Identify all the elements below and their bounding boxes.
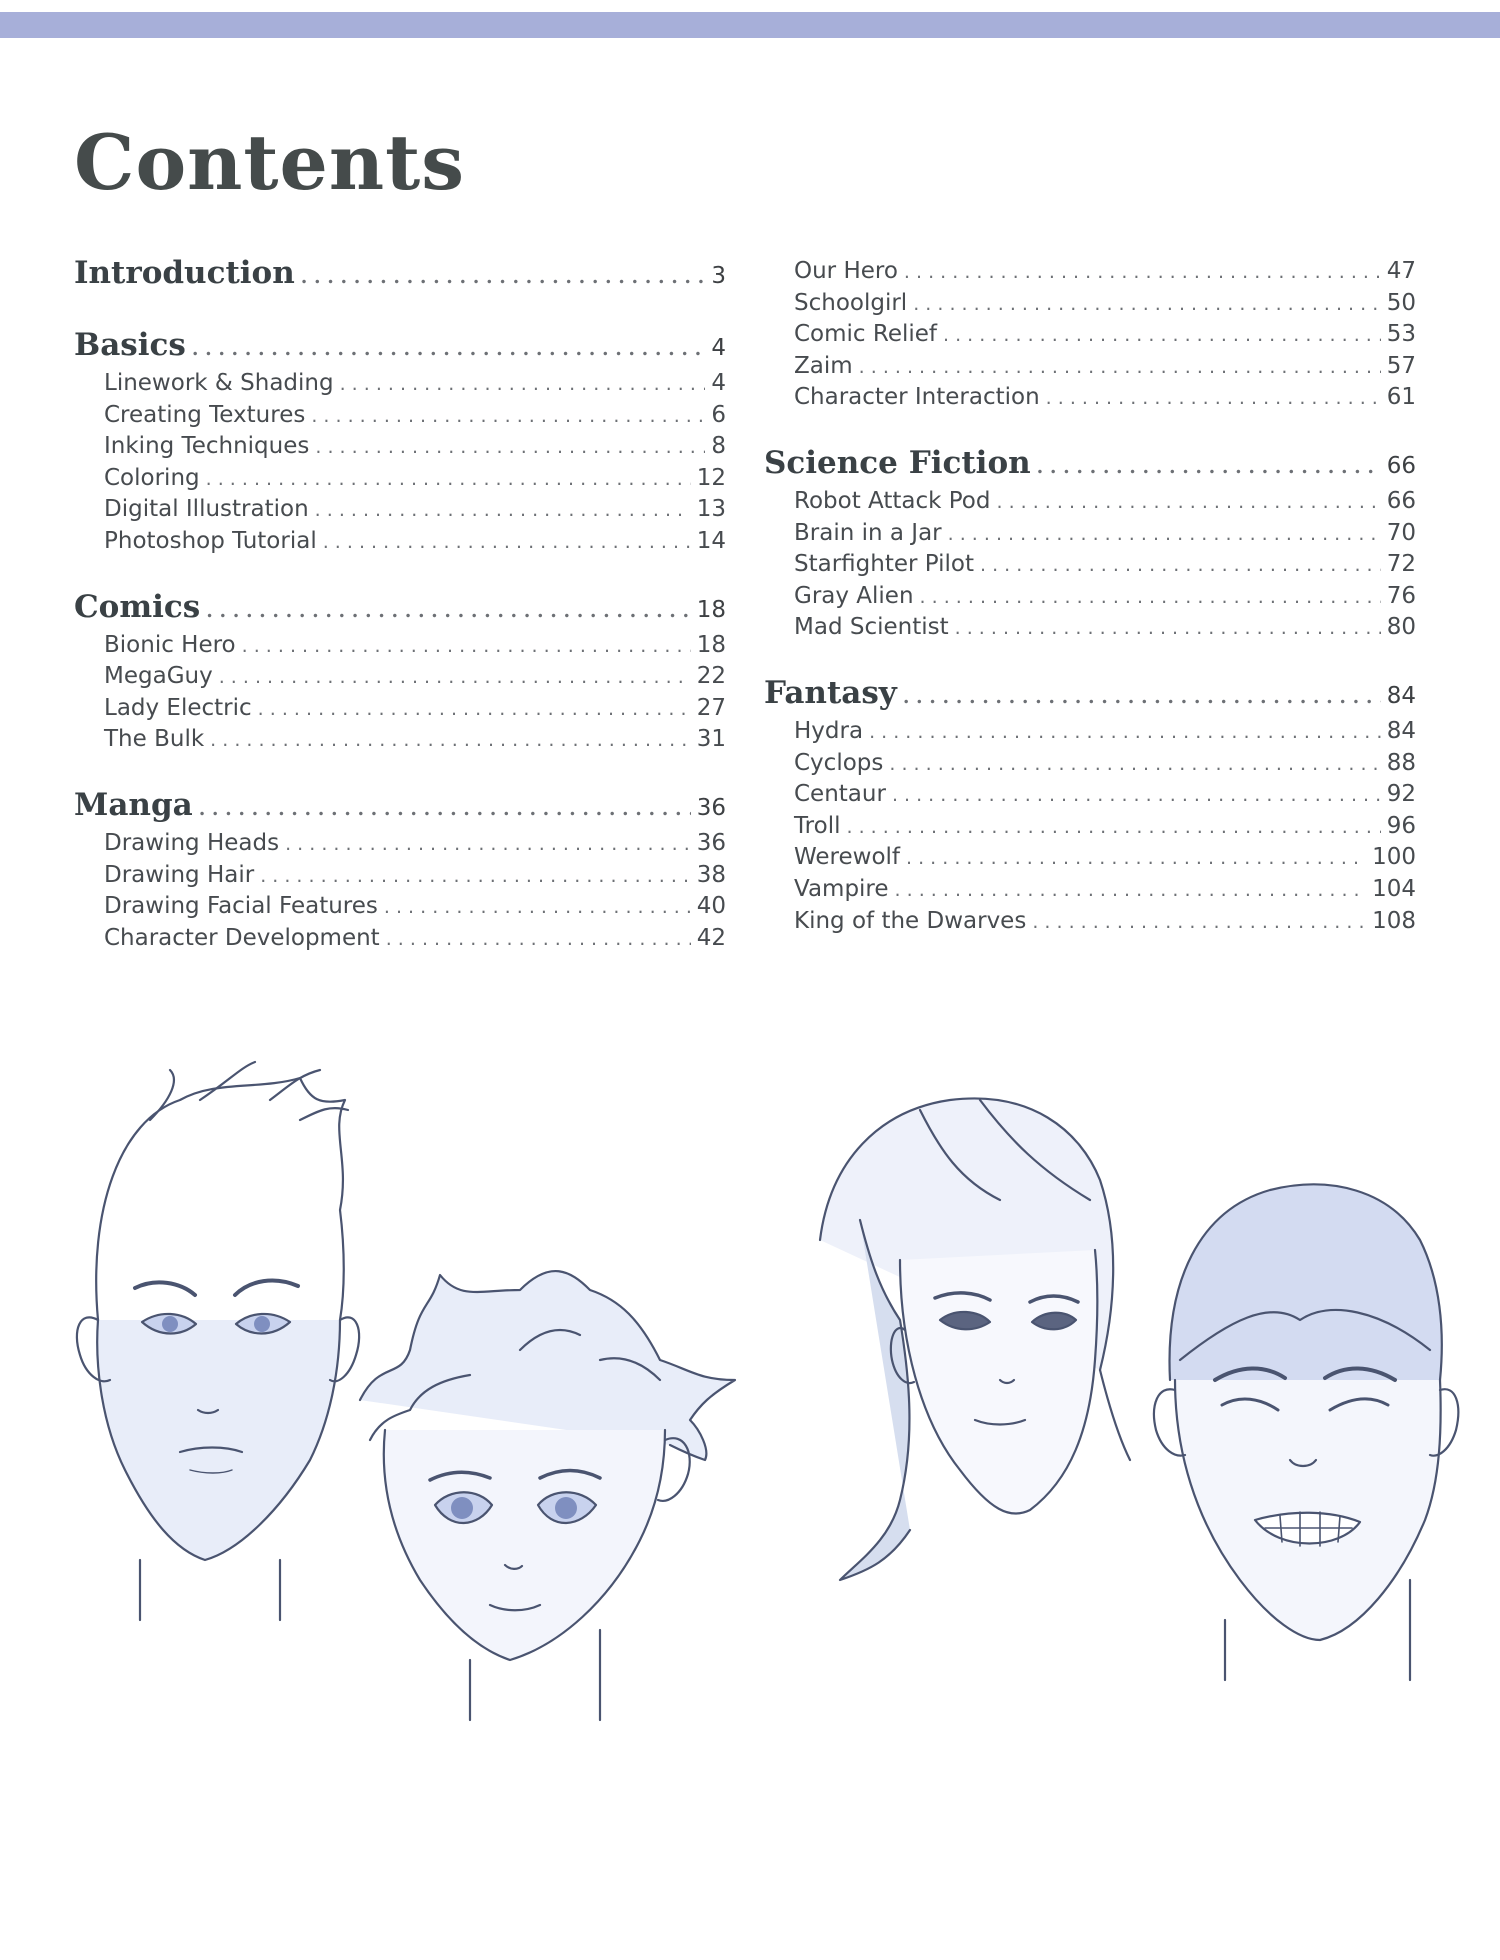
page-title: Contents <box>74 118 466 207</box>
toc-entry-label: Drawing Facial Features <box>104 893 378 920</box>
toc-entry[interactable] <box>74 661 726 693</box>
dot-leader <box>903 674 1381 720</box>
dot-leader <box>955 613 1381 645</box>
toc-section-science-fiction <box>764 440 1416 644</box>
toc-entry-label: Inking Techniques <box>104 433 310 460</box>
toc-page-number: 36 <box>696 794 726 821</box>
toc-heading-label: Science Fiction <box>764 444 1031 481</box>
toc-entry[interactable] <box>764 486 1416 518</box>
toc-page-number: 76 <box>1386 582 1416 609</box>
toc-section-manga-continued <box>764 256 1416 414</box>
toc-entry-label: Drawing Heads <box>104 829 280 856</box>
toc-page-number: 18 <box>696 596 726 623</box>
dot-leader <box>948 519 1381 551</box>
toc-entry-label: Brain in a Jar <box>794 519 942 546</box>
toc-entry-label: Character Interaction <box>794 384 1040 411</box>
toc-section-introduction <box>74 250 726 296</box>
toc-page-number: 4 <box>711 370 726 396</box>
dot-leader <box>859 352 1381 384</box>
stern-man-head <box>77 1062 359 1620</box>
toc-page-number: 47 <box>1386 258 1416 284</box>
toc-entry-label: Our Hero <box>794 258 898 284</box>
toc-page-number: 104 <box>1372 875 1416 902</box>
toc-heading-label: Fantasy <box>764 674 897 711</box>
toc-entry[interactable] <box>764 612 1416 644</box>
toc-page-number: 12 <box>696 464 726 491</box>
toc-entry-label: Troll <box>794 812 841 839</box>
toc-entry[interactable] <box>764 518 1416 550</box>
toc-page-number: 72 <box>1386 551 1416 578</box>
toc-entry-label: Gray Alien <box>794 582 914 609</box>
toc-section-manga <box>74 782 726 954</box>
dot-leader <box>943 320 1381 352</box>
dot-leader <box>913 289 1381 321</box>
dot-leader <box>219 662 691 694</box>
toc-heading[interactable] <box>74 782 726 828</box>
dot-leader <box>315 495 691 527</box>
toc-entry[interactable] <box>74 463 726 495</box>
toc-page-number: 38 <box>696 861 726 888</box>
dot-leader <box>895 875 1367 907</box>
toc-page-number: 80 <box>1386 614 1416 641</box>
toc-entry[interactable] <box>764 288 1416 320</box>
dot-leader <box>980 550 1381 582</box>
toc-entry[interactable] <box>764 351 1416 383</box>
spiky-boy-head <box>360 1271 735 1720</box>
dot-leader <box>301 254 706 300</box>
dot-leader <box>242 631 691 663</box>
toc-page-number: 84 <box>1386 682 1416 709</box>
toc-entry[interactable] <box>764 319 1416 351</box>
dot-leader <box>206 464 691 496</box>
toc-heading[interactable] <box>764 670 1416 716</box>
toc-entry-label: King of the Dwarves <box>794 907 1027 934</box>
toc-page-number: 100 <box>1372 844 1416 871</box>
toc-entry-label: Werewolf <box>794 844 901 871</box>
toc-entry-label: Character Development <box>104 924 380 951</box>
toc-page-number: 96 <box>1386 812 1416 839</box>
dot-leader <box>889 749 1380 781</box>
toc-page-number: 66 <box>1386 487 1416 514</box>
toc-entry[interactable] <box>74 431 726 463</box>
toc-entry-label: Zaim <box>794 352 853 379</box>
toc-entry-label: Schoolgirl <box>794 289 908 316</box>
toc-entry[interactable] <box>74 693 726 725</box>
dot-leader <box>904 257 1381 289</box>
toc-right-column <box>764 256 1416 963</box>
toc-heading-label: Comics <box>74 588 201 625</box>
dot-leader <box>315 432 705 464</box>
laughing-man-head <box>1154 1184 1458 1680</box>
dot-leader <box>1032 907 1366 939</box>
toc-entry[interactable] <box>74 860 726 892</box>
toc-page-number: 57 <box>1386 352 1416 379</box>
toc-page-number: 88 <box>1386 749 1416 776</box>
toc-entry[interactable] <box>764 811 1416 843</box>
dot-leader <box>906 843 1366 875</box>
toc-page-number: 18 <box>696 631 726 658</box>
toc-page-number: 36 <box>696 829 726 856</box>
toc-page-number: 3 <box>711 263 726 289</box>
toc-heading-label: Manga <box>74 786 193 823</box>
toc-entry-label: Robot Attack Pod <box>794 487 991 514</box>
toc-page-number: 13 <box>696 496 726 523</box>
toc-entry-label: Vampire <box>794 875 889 902</box>
toc-entry-label: Hydra <box>794 717 864 744</box>
dot-leader <box>386 924 691 956</box>
dot-leader <box>260 861 691 893</box>
dot-leader <box>199 786 691 832</box>
toc-section-basics <box>74 322 726 558</box>
toc-entry-label: Linework & Shading <box>104 370 334 396</box>
dot-leader <box>846 812 1380 844</box>
toc-entry-label: Centaur <box>794 781 886 808</box>
dot-leader <box>323 527 691 559</box>
toc-section-comics <box>74 584 726 756</box>
toc-heading-label: Basics <box>74 327 186 363</box>
dot-leader <box>1037 444 1381 490</box>
toc-page-number: 8 <box>711 433 726 460</box>
toc-entry[interactable] <box>764 256 1416 288</box>
dot-leader <box>192 326 706 372</box>
toc-section-fantasy <box>764 670 1416 937</box>
dot-leader <box>340 369 706 401</box>
toc-entry[interactable] <box>764 906 1416 938</box>
toc-entry-label: Cyclops <box>794 749 884 776</box>
toc-entry[interactable] <box>764 779 1416 811</box>
toc-entry-label: Comic Relief <box>794 321 938 348</box>
toc-heading[interactable] <box>74 322 726 368</box>
toc-page-number: 27 <box>696 694 726 721</box>
toc-entry[interactable] <box>74 891 726 923</box>
toc-entry[interactable] <box>74 923 726 955</box>
toc-entry[interactable] <box>74 828 726 860</box>
toc-entry[interactable] <box>764 382 1416 414</box>
toc-entry[interactable] <box>764 842 1416 874</box>
toc-heading[interactable] <box>764 440 1416 486</box>
dot-leader <box>892 780 1381 812</box>
toc-page-number: 50 <box>1386 289 1416 316</box>
toc-heading-label: Introduction <box>74 255 295 291</box>
toc-entry-label: Coloring <box>104 464 200 491</box>
toc-page-number: 84 <box>1386 717 1416 744</box>
top-color-band <box>0 12 1500 38</box>
toc-entry-label: Digital Illustration <box>104 496 309 523</box>
toc-page-number: 53 <box>1386 321 1416 348</box>
toc-entry[interactable] <box>764 874 1416 906</box>
toc-entry[interactable] <box>74 368 726 400</box>
toc-heading[interactable] <box>74 584 726 630</box>
dot-leader <box>384 892 691 924</box>
toc-entry[interactable] <box>764 581 1416 613</box>
toc-page-number: 14 <box>696 527 726 554</box>
toc-entry-label: The Bulk <box>104 726 205 753</box>
dot-leader <box>996 487 1380 519</box>
toc-entry[interactable] <box>764 748 1416 780</box>
toc-page-number: 66 <box>1386 452 1416 479</box>
dot-leader <box>1046 383 1381 415</box>
toc-page-number: 92 <box>1386 781 1416 808</box>
toc-entry[interactable] <box>74 526 726 558</box>
toc-entry[interactable] <box>764 549 1416 581</box>
toc-entry[interactable] <box>764 716 1416 748</box>
toc-entry-label: Mad Scientist <box>794 614 949 641</box>
ponytail-girl-head <box>820 1098 1130 1580</box>
dot-leader <box>311 401 705 433</box>
toc-entry[interactable] <box>74 630 726 662</box>
toc-page-number: 108 <box>1372 907 1416 934</box>
toc-entry[interactable] <box>74 400 726 432</box>
dot-leader <box>206 588 690 634</box>
toc-left-column <box>74 250 726 980</box>
dot-leader <box>285 829 691 861</box>
toc-entry-label: Lady Electric <box>104 694 252 721</box>
toc-page-number: 31 <box>696 726 726 753</box>
toc-entry-label: Bionic Hero <box>104 631 236 658</box>
dot-leader <box>210 725 691 757</box>
toc-page-number: 42 <box>696 924 726 951</box>
dot-leader <box>869 717 1381 749</box>
toc-entry-label: MegaGuy <box>104 663 213 690</box>
toc-page-number: 61 <box>1386 384 1416 411</box>
toc-page-number: 40 <box>696 893 726 920</box>
toc-page-number: 22 <box>696 663 726 690</box>
manga-heads-illustration <box>0 1060 1500 1780</box>
toc-entry-label: Creating Textures <box>104 401 306 428</box>
dot-leader <box>920 582 1381 614</box>
toc-page-number: 4 <box>711 335 726 361</box>
toc-entry[interactable] <box>74 494 726 526</box>
toc-heading[interactable] <box>74 250 726 296</box>
toc-entry[interactable] <box>74 724 726 756</box>
toc-page-number: 6 <box>711 401 726 428</box>
toc-entry-label: Starfighter Pilot <box>794 551 975 578</box>
toc-page-number: 70 <box>1386 519 1416 546</box>
toc-entry-label: Drawing Hair <box>104 861 255 888</box>
toc-entry-label: Photoshop Tutorial <box>104 527 317 554</box>
dot-leader <box>258 694 691 726</box>
